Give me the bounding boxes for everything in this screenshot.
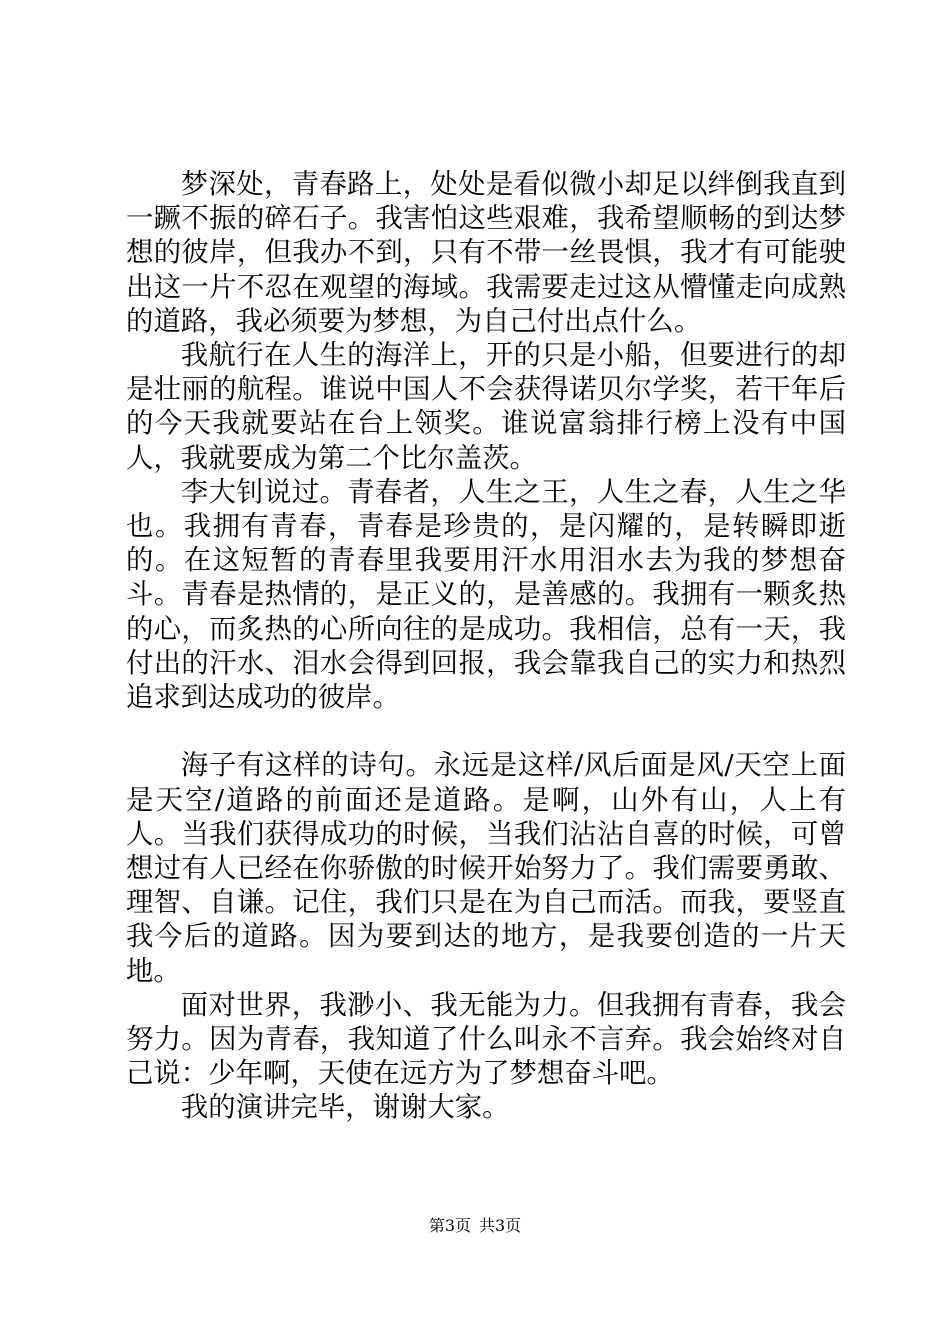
document-body — [126, 168, 846, 1126]
paragraph-4: 海子有这样的诗句。永远是这样/风后面是风/天空上面是天空/道路的前面还是道路。是啊，山外有山，人上有人。当我们获得成功的时候，当我们沾沾自喜的时候，可曾想过有人已经在你骄傲的时候开始努力了。我们需要勇敢、理智、自谦。记住，我们只是在为自己而活。而我，要竖直我今后的道路。因为要到达的地方，是我要创造的一片天地。 — [126, 750, 846, 987]
page-footer — [0, 1216, 950, 1236]
paragraph-6: 我的演讲完毕，谢谢大家。 — [180, 1092, 510, 1124]
paragraph-2: 我航行在人生的海洋上，开的只是小船，但要进行的却是壮丽的航程。谁说中国人不会获得诺贝尔学奖，若干年后的今天我就要站在台上领奖。谁说富翁排行榜上没有中国人，我就要成为第二个比尔盖茨。 — [126, 340, 846, 474]
paragraph-3: 李大钊说过。青春者，人生之王，人生之春，人生之华也。我拥有青春，青春是珍贵的，是闪耀的，是转瞬即逝的。在这短暂的青春里我要用汗水用泪水去为我的梦想奋斗。青春是热情的，是正义的，是善感的。我拥有一颗炙热的心，而炙热的心所向往的是成功。我相信，总有一天，我付出的汗水、泪水会得到回报，我会靠我自己的实力和热烈追求到达成功的彼岸。 — [126, 476, 846, 714]
paragraph-5: 面对世界，我渺小、我无能为力。但我拥有青春，我会努力。因为青春，我知道了什么叫永不言弃。我会始终对自己说：少年啊，天使在远方为了梦想奋斗吧。 — [126, 989, 846, 1090]
paragraph-1: 梦深处，青春路上，处处是看似微小却足以绊倒我直到一蹶不振的碎石子。我害怕这些艰难，我希望顺畅的到达梦想的彼岸，但我办不到，只有不带一丝畏惧，我才有可能驶出这一片不忍在观望的海域。我需要走过这从懵懂走向成熟的道路，我必须要为梦想，为自己付出点什么。 — [126, 169, 846, 337]
page-total: 共3页 — [479, 1216, 522, 1235]
paragraph-spacer — [126, 715, 846, 749]
page-number: 第3页 — [428, 1216, 471, 1235]
